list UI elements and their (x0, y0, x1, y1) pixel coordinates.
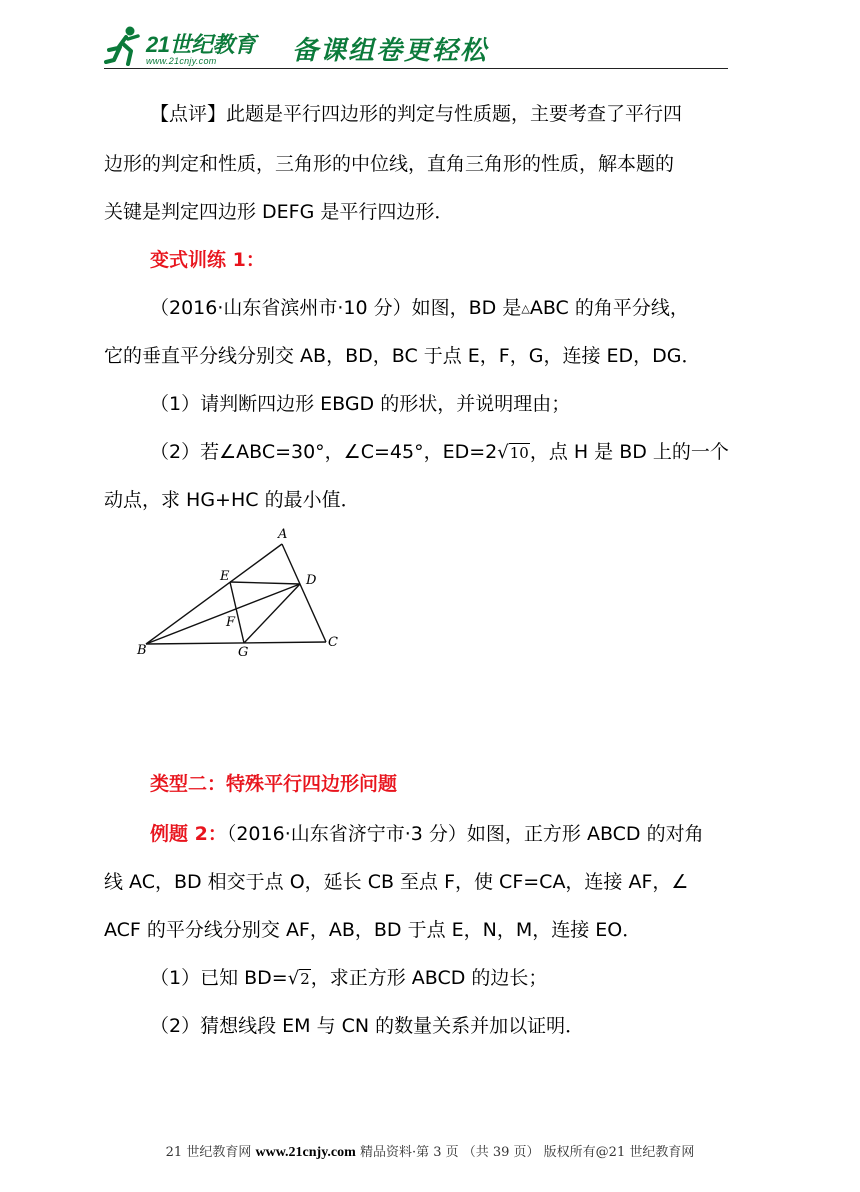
sqrt-2: √2 (287, 968, 310, 989)
variant-line-1-a: （2016·山东省滨州市·10 分）如图，BD 是 (150, 297, 522, 319)
page-footer (0, 1141, 860, 1161)
label-b: B (137, 643, 147, 658)
comment-line-1: 【点评】此题是平行四边形的判定与性质题，主要考查了平行四 (150, 103, 683, 125)
variant-line-1 (150, 296, 689, 321)
runner-logo-icon (104, 24, 144, 68)
footer-url: www.21cnjy.com (255, 1145, 356, 1160)
segment-ba (146, 544, 282, 644)
variant-question-2 (150, 440, 729, 465)
example2-question-1-a: （1）已知 BD= (150, 967, 288, 989)
example2-line-1-text: （2016·山东省济宁市·3 分）如图，正方形 ABCD 的对角 (226, 823, 704, 845)
sqrt-2-radicand: 2 (300, 970, 310, 988)
variant-question-2-a: （2）若∠ABC=30°，∠C=45°，ED=2 (150, 441, 498, 463)
variant-line-2: 它的垂直平分线分别交 AB，BD，BC 于点 E，F，G，连接 ED，DG． (104, 345, 701, 367)
variant-question-2-cont: 动点，求 HG+HC 的最小值． (104, 489, 360, 511)
example2-question-1-b: ，求正方形 ABCD 的边长； (310, 967, 548, 989)
example2-question-2: （2）猜想线段 EM 与 CN 的数量关系并加以证明． (150, 1015, 585, 1037)
variant-question-2-b: ，点 H 是 BD 上的一个 (529, 441, 729, 463)
label-a: A (278, 527, 288, 542)
variant-line-1-b: ABC 的角平分线， (529, 297, 689, 319)
footer-info: 精品资料·第 3 页 （共 39 页） 版权所有@21 世纪教育网 (359, 1145, 695, 1160)
label-f: F (226, 615, 236, 630)
header-divider (104, 68, 728, 69)
sqrt-10: √10 (497, 442, 529, 463)
label-g: G (238, 645, 249, 660)
variant-question-1: （1）请判断四边形 EBGD 的形状，并说明理由； (150, 393, 571, 415)
geometry-figure (134, 524, 344, 662)
example2-line-1 (150, 822, 704, 846)
variant-title: 变式训练 1： (150, 249, 265, 271)
header-slogan: 备课组卷更轻松 (292, 36, 489, 66)
label-e: E (220, 569, 230, 584)
comment-line-2: 边形的判定和性质，三角形的中位线，直角三角形的性质，解本题的 (104, 153, 675, 175)
example2-label: 例题 2： (150, 823, 227, 845)
segment-bc (146, 642, 326, 644)
triangle-symbol: △ (521, 302, 530, 315)
brand-name: 21世纪教育 (146, 32, 256, 57)
segment-ac (282, 544, 326, 642)
page-header (104, 24, 728, 70)
footer-site: 21 世纪教育网 (165, 1145, 252, 1160)
type2-title: 类型二：特殊平行四边形问题 (150, 773, 398, 795)
example2-line-3: ACF 的平分线分别交 AF，AB，BD 于点 E，N，M，连接 EO． (104, 919, 642, 941)
brand-url: www.21cnjy.com (146, 56, 217, 66)
segment-eg (230, 582, 244, 643)
label-d: D (306, 573, 317, 588)
label-c: C (328, 635, 338, 650)
segment-ed (230, 582, 300, 584)
example2-question-1 (150, 966, 547, 991)
sqrt-10-radicand: 10 (509, 444, 529, 462)
segment-dg (244, 584, 300, 643)
segment-bd (146, 584, 300, 644)
comment-line-3: 关键是判定四边形 DEFG 是平行四边形． (104, 201, 454, 223)
example2-line-2: 线 AC，BD 相交于点 O，延长 CB 至点 F，使 CF=CA，连接 AF，∠ (104, 871, 689, 893)
